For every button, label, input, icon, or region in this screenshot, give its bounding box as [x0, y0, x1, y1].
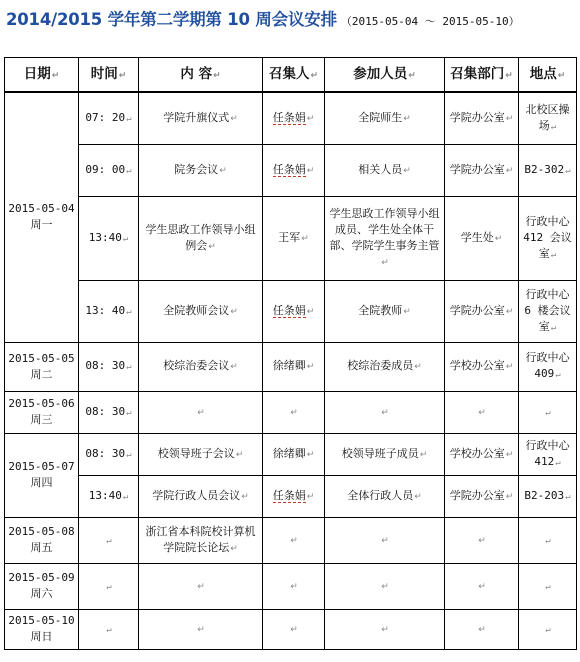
header-time: 时间↵	[79, 58, 139, 93]
paragraph-mark-icon: ↵	[197, 581, 205, 592]
time-cell	[79, 144, 139, 196]
title-main: 2014/2015 学年第二学期第 10 周会议安排	[6, 10, 337, 29]
paragraph-mark-icon: ↵	[241, 491, 249, 502]
header-convener: 召集人↵	[263, 58, 325, 93]
time-cell	[79, 342, 139, 391]
date-cell	[5, 563, 79, 609]
paragraph-mark-icon: ↵	[306, 362, 315, 372]
convener-text: 徐绪卿	[272, 359, 306, 372]
location-text: 行政中心 412	[525, 438, 570, 468]
date-cell	[5, 391, 79, 433]
content-text: 校综治委会议	[163, 359, 230, 372]
attendees-cell	[325, 391, 445, 433]
paragraph-mark-icon: ↵	[306, 306, 315, 317]
header-location: 地点↵	[519, 58, 577, 93]
date-text: 2015-05-07	[8, 460, 75, 473]
paragraph-mark-icon: ↵	[381, 535, 389, 546]
weekday-text: 周三	[30, 413, 53, 426]
weekday-text: 周二	[30, 367, 53, 381]
paragraph-mark-icon: ↵	[545, 535, 551, 546]
date-cell	[5, 517, 79, 563]
department-text: 学院办公室	[449, 488, 505, 502]
attendees-cell	[325, 92, 445, 144]
paragraph-mark-icon: ↵	[126, 449, 132, 460]
date-text: 2015-05-09	[8, 571, 75, 584]
convener-cell	[263, 196, 325, 280]
content-cell	[139, 280, 263, 342]
department-cell	[445, 280, 519, 342]
paragraph-mark-icon: ↵	[550, 322, 557, 333]
time-text: 09: 00	[85, 162, 126, 176]
attendees-text: 校领导班子成员	[341, 446, 419, 460]
paragraph-mark-icon: ↵	[306, 113, 315, 124]
paragraph-mark-icon: ↵	[505, 362, 514, 372]
time-cell	[79, 92, 139, 144]
paragraph-mark-icon: ↵	[197, 624, 205, 635]
header-attendees: 参加人员↵	[325, 58, 445, 93]
time-text: 13:40	[88, 488, 122, 502]
table-row	[5, 475, 577, 517]
paragraph-mark-icon: ↵	[106, 581, 112, 592]
location-text: 北校区操场	[525, 102, 570, 132]
location-text: 行政中心 6 楼会议室	[524, 287, 571, 333]
paragraph-mark-icon: ↵	[381, 624, 389, 635]
paragraph-mark-icon: ↵	[478, 535, 486, 546]
paragraph-mark-icon: ↵	[197, 407, 205, 418]
content-text: 院务会议	[174, 162, 219, 176]
paragraph-mark-icon: ↵	[301, 233, 309, 244]
table-row	[5, 280, 577, 342]
convener-cell	[263, 144, 325, 196]
department-cell	[445, 517, 519, 563]
department-cell	[445, 563, 519, 609]
location-cell	[519, 92, 577, 144]
convener-cell	[263, 563, 325, 609]
convener-cell	[263, 391, 325, 433]
content-cell	[139, 433, 263, 475]
paragraph-mark-icon: ↵	[126, 407, 132, 418]
time-cell	[79, 280, 139, 342]
paragraph-mark-icon: ↵	[230, 113, 238, 124]
attendees-cell	[325, 563, 445, 609]
content-cell	[139, 92, 263, 144]
convener-cell	[263, 609, 325, 649]
paragraph-mark-icon: ↵	[230, 306, 238, 317]
weekday-text: 周六	[30, 587, 53, 600]
convener-cell	[263, 280, 325, 342]
paragraph-mark-icon: ↵	[126, 113, 132, 124]
convener-text: 任条娟	[272, 110, 306, 124]
paragraph-mark-icon: ↵	[381, 257, 389, 268]
location-cell	[519, 517, 577, 563]
paragraph-mark-icon: ↵	[208, 241, 216, 252]
department-cell	[445, 196, 519, 280]
date-text: 2015-05-04	[8, 202, 75, 216]
time-text: 08: 30	[85, 359, 126, 372]
department-cell	[445, 475, 519, 517]
convener-cell	[263, 475, 325, 517]
location-cell	[519, 196, 577, 280]
paragraph-mark-icon: ↵	[565, 491, 571, 502]
department-text: 学校办公室	[449, 446, 505, 460]
location-text: 行政中心 409	[525, 351, 570, 380]
date-text: 2015-05-05	[8, 351, 75, 365]
department-cell	[445, 609, 519, 649]
time-cell	[79, 475, 139, 517]
header-date: 日期↵	[5, 58, 79, 93]
paragraph-mark-icon: ↵	[306, 491, 315, 502]
attendees-cell	[325, 517, 445, 563]
header-content: 内 容↵	[139, 58, 263, 93]
content-cell	[139, 517, 263, 563]
paragraph-mark-icon: ↵	[403, 165, 411, 176]
time-cell	[79, 196, 139, 280]
weekday-text: 周四	[30, 476, 53, 489]
paragraph-mark-icon: ↵	[403, 113, 411, 124]
department-cell	[445, 391, 519, 433]
convener-cell	[263, 517, 325, 563]
table-row	[5, 517, 577, 563]
table-row	[5, 563, 577, 609]
weekday-text: 周一	[30, 218, 53, 232]
date-cell	[5, 92, 79, 342]
content-text: 学院行政人员会议	[152, 488, 241, 502]
attendees-cell	[325, 144, 445, 196]
attendees-text: 全院师生	[358, 110, 403, 124]
convener-text: 任条娟	[272, 303, 306, 317]
paragraph-mark-icon: ↵	[478, 624, 486, 635]
paragraph-mark-icon: ↵	[414, 362, 422, 372]
department-text: 学校办公室	[449, 359, 505, 372]
paragraph-mark-icon: ↵	[555, 457, 561, 468]
paragraph-mark-icon: ↵	[126, 306, 132, 317]
content-cell	[139, 144, 263, 196]
paragraph-mark-icon: ↵	[381, 581, 389, 592]
location-cell	[519, 280, 577, 342]
paragraph-mark-icon: ↵	[494, 233, 503, 244]
location-cell	[519, 433, 577, 475]
time-cell	[79, 391, 139, 433]
location-cell	[519, 609, 577, 649]
department-text: 学院办公室	[449, 110, 505, 124]
paragraph-mark-icon: ↵	[122, 491, 129, 502]
time-text: 13:40	[88, 230, 122, 244]
paragraph-mark-icon: ↵	[219, 165, 227, 176]
paragraph-mark-icon: ↵	[230, 543, 238, 554]
date-cell	[5, 609, 79, 649]
attendees-text: 全院教师	[358, 303, 403, 317]
attendees-cell	[325, 196, 445, 280]
content-text: 学院升旗仪式	[163, 110, 230, 124]
convener-cell	[263, 342, 325, 391]
paragraph-mark-icon: ↵	[306, 449, 315, 460]
location-text: 行政中心 412 会议室	[523, 214, 572, 260]
table-row	[5, 196, 577, 280]
attendees-cell	[325, 433, 445, 475]
paragraph-mark-icon: ↵	[381, 407, 389, 418]
time-text: 08: 30	[85, 446, 126, 460]
table-row	[5, 144, 577, 196]
date-cell	[5, 433, 79, 517]
time-cell	[79, 609, 139, 649]
time-cell	[79, 517, 139, 563]
paragraph-mark-icon: ↵	[478, 581, 486, 592]
paragraph-mark-icon: ↵	[230, 362, 238, 372]
date-cell	[5, 342, 79, 391]
paragraph-mark-icon: ↵	[403, 306, 411, 317]
paragraph-mark-icon: ↵	[505, 306, 514, 317]
department-cell	[445, 433, 519, 475]
paragraph-mark-icon: ↵	[290, 407, 298, 418]
paragraph-mark-icon: ↵	[545, 581, 551, 592]
location-text: B2-203	[524, 488, 565, 502]
convener-text: 任条娟	[272, 488, 306, 502]
convener-text: 任条娟	[272, 162, 306, 176]
table-row	[5, 609, 577, 649]
table-row	[5, 391, 577, 433]
paragraph-mark-icon: ↵	[505, 165, 514, 176]
convener-cell	[263, 433, 325, 475]
content-text: 浙江省本科院校计算机学院院长论坛	[145, 524, 256, 554]
content-cell	[139, 342, 263, 391]
content-cell	[139, 196, 263, 280]
date-text: 2015-05-08	[8, 525, 75, 538]
date-text: 2015-05-06	[8, 397, 75, 410]
content-cell	[139, 609, 263, 649]
paragraph-mark-icon: ↵	[478, 407, 486, 418]
table-row	[5, 92, 577, 144]
paragraph-mark-icon: ↵	[505, 491, 514, 502]
attendees-text: 相关人员	[358, 162, 403, 176]
content-cell	[139, 563, 263, 609]
paragraph-mark-icon: ↵	[290, 535, 298, 546]
convener-text: 徐绪卿	[272, 446, 306, 460]
time-cell	[79, 563, 139, 609]
weekday-text: 周五	[30, 541, 53, 554]
content-text: 学生思政工作领导小组例会	[145, 222, 256, 252]
paragraph-mark-icon: ↵	[106, 624, 112, 635]
location-cell	[519, 563, 577, 609]
convener-text: 王军	[278, 230, 301, 244]
paragraph-mark-icon: ↵	[419, 449, 428, 460]
location-cell	[519, 144, 577, 196]
time-cell	[79, 433, 139, 475]
attendees-cell	[325, 475, 445, 517]
content-cell	[139, 391, 263, 433]
document-title	[6, 6, 576, 32]
header-row	[5, 58, 577, 93]
location-cell	[519, 475, 577, 517]
time-text: 07: 20	[85, 110, 126, 124]
paragraph-mark-icon: ↵	[126, 362, 132, 372]
paragraph-mark-icon: ↵	[550, 249, 557, 260]
location-cell	[519, 342, 577, 391]
department-cell	[445, 144, 519, 196]
paragraph-mark-icon: ↵	[505, 113, 514, 124]
department-cell	[445, 92, 519, 144]
attendees-text: 校综治委成员	[347, 359, 414, 372]
convener-cell	[263, 92, 325, 144]
department-text: 学生处	[460, 230, 494, 244]
department-text: 学院办公室	[449, 303, 505, 317]
department-text: 学院办公室	[449, 162, 505, 176]
paragraph-mark-icon: ↵	[126, 165, 132, 176]
schedule-body	[5, 92, 577, 649]
meeting-schedule-table	[4, 57, 577, 650]
paragraph-mark-icon: ↵	[565, 165, 571, 176]
content-text: 校领导班子会议	[157, 446, 235, 460]
paragraph-mark-icon: ↵	[545, 407, 551, 418]
paragraph-mark-icon: ↵	[235, 449, 244, 460]
paragraph-mark-icon: ↵	[505, 449, 514, 460]
attendees-cell	[325, 342, 445, 391]
attendees-text: 全体行政人员	[347, 488, 414, 502]
table-row	[5, 342, 577, 391]
time-text: 13: 40	[85, 303, 126, 317]
content-text: 全院教师会议	[163, 303, 230, 317]
attendees-cell	[325, 609, 445, 649]
weekday-text: 周日	[30, 630, 53, 643]
date-text: 2015-05-10	[8, 614, 75, 627]
paragraph-mark-icon: ↵	[555, 370, 561, 380]
department-cell	[445, 342, 519, 391]
location-cell	[519, 391, 577, 433]
attendees-text: 学生思政工作领导小组成员、学生处全体干部、学院学生事务主管	[329, 206, 440, 252]
title-date-range: （2015-05-04 ～ 2015-05-10）	[340, 15, 520, 28]
paragraph-mark-icon: ↵	[290, 581, 298, 592]
paragraph-mark-icon: ↵	[545, 624, 551, 635]
time-text: 08: 30	[85, 404, 126, 418]
attendees-cell	[325, 280, 445, 342]
paragraph-mark-icon: ↵	[122, 233, 129, 244]
paragraph-mark-icon: ↵	[550, 121, 557, 132]
table-row	[5, 433, 577, 475]
location-text: B2-302	[524, 162, 565, 176]
header-department: 召集部门↵	[445, 58, 519, 93]
paragraph-mark-icon: ↵	[414, 491, 422, 502]
paragraph-mark-icon: ↵	[106, 535, 112, 546]
paragraph-mark-icon: ↵	[306, 165, 315, 176]
paragraph-mark-icon: ↵	[290, 624, 298, 635]
content-cell	[139, 475, 263, 517]
